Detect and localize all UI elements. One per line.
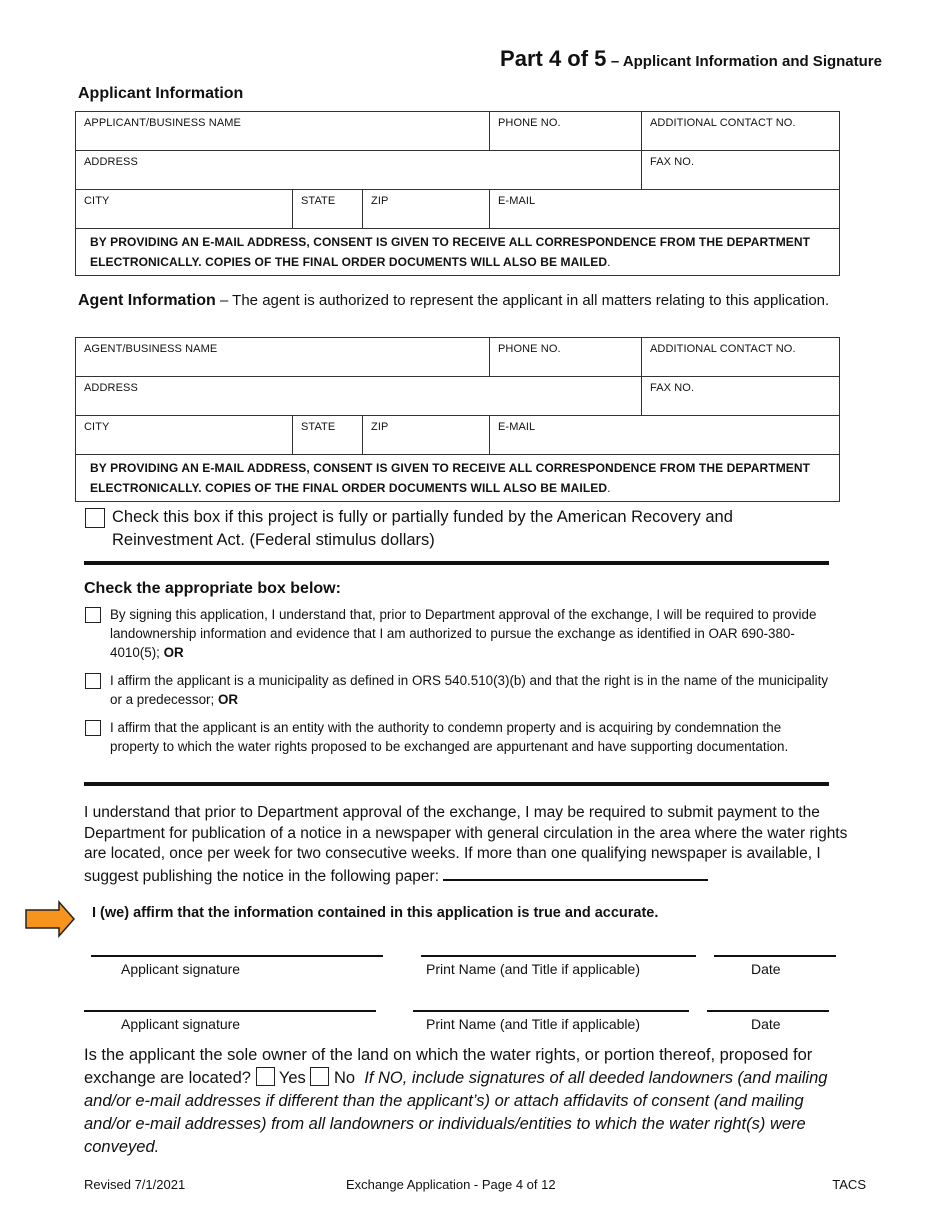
applicant-zip-label: ZIP: [371, 195, 389, 207]
option-landownership: [110, 605, 830, 662]
agent-state-label: STATE: [301, 421, 336, 433]
agent-additional-contact-field[interactable]: [642, 338, 840, 377]
date-line[interactable]: [714, 955, 836, 957]
option-municipality-or: OR: [217, 692, 239, 707]
applicant-heading: Applicant Information: [78, 85, 244, 102]
agent-city-label: CITY: [84, 421, 110, 433]
applicant-name-label: APPLICANT/BUSINESS NAME: [84, 117, 241, 129]
agent-zip-field[interactable]: [363, 416, 490, 455]
agent-additional-contact-label: ADDITIONAL CONTACT NO.: [650, 343, 796, 355]
agent-phone-label: PHONE NO.: [498, 343, 561, 355]
applicant-consent-line2: ELECTRONICALLY. COPIES OF THE FINAL ORDER DOCUMENTS WILL ALSO BE MAILED: [90, 255, 608, 269]
arrow-shape: [26, 902, 74, 936]
footer-revised: Revised 7/1/2021: [84, 1177, 186, 1192]
ownership-yes-label: Yes: [278, 1069, 306, 1087]
ownership-question-text: Is the applicant the sole owner of the land on which the water rights, or portion thereof, proposed for exchange are located?: [84, 1046, 813, 1087]
agent-email-consent: [76, 455, 840, 502]
agent-phone-field[interactable]: [490, 338, 642, 377]
ownership-yes-checkbox[interactable]: [256, 1067, 275, 1086]
print-name-label: Print Name (and Title if applicable): [426, 1016, 640, 1032]
option-condemnation-text: I affirm that the applicant is an entity with the authority to condemn property and is acquiring by condemnation the property to which the water rights proposed to be exchanged are appurtenant and have supporting documentation.: [110, 720, 789, 754]
option-condemnation: [110, 718, 830, 756]
date-label: Date: [751, 1016, 781, 1032]
applicant-signature-label: Applicant signature: [121, 961, 241, 977]
agent-zip-label: ZIP: [371, 421, 389, 433]
applicant-signature-line[interactable]: [84, 1010, 376, 1012]
applicant-signature-label: Applicant signature: [121, 1016, 241, 1032]
print-name-label: Print Name (and Title if applicable): [426, 961, 640, 977]
applicant-phone-label: PHONE NO.: [498, 117, 561, 129]
agent-city-field[interactable]: [76, 416, 293, 455]
applicant-additional-contact-label: ADDITIONAL CONTACT NO.: [650, 117, 796, 129]
affirmation-statement: I (we) affirm that the information contained in this application is true and accurate.: [92, 905, 659, 921]
ownership-no-checkbox[interactable]: [310, 1067, 329, 1086]
ownership-instruction: If NO, include signatures of all deeded landowners (and mailing and/or e-mail addresses if different than the applicant’s) or attach affidavits of consent (and mailing and/or e-mail addresses) from all landowners or individuals/entities to which the water right(s) were conveyed.: [84, 1069, 828, 1156]
applicant-city-label: CITY: [84, 195, 110, 207]
agent-intro: [78, 290, 838, 312]
part-title: [500, 46, 882, 72]
option-checkbox-condemnation[interactable]: [85, 720, 101, 736]
applicant-fax-label: FAX NO.: [650, 156, 695, 168]
arrow-right-icon: [24, 900, 76, 938]
applicant-consent-period: .: [607, 255, 611, 269]
option-checkbox-municipality[interactable]: [85, 673, 101, 689]
agent-consent-line1: BY PROVIDING AN E-MAIL ADDRESS, CONSENT IS GIVEN TO RECEIVE ALL CORRESPONDENCE FROM THE DEPARTMENT: [90, 461, 811, 475]
footer-page-number: Exchange Application - Page 4 of 12: [346, 1177, 556, 1192]
option-landownership-or: OR: [163, 645, 184, 660]
agent-address-field[interactable]: [76, 377, 642, 416]
footer-code: TACS: [832, 1177, 866, 1192]
date-line[interactable]: [707, 1010, 829, 1012]
option-landownership-text: By signing this application, I understand that, prior to Department approval of the exchange, I will be required to provide landownership information and evidence that I am authorized to pursue the exchange as identified in OAR 690-380-4010(5);: [110, 607, 817, 660]
section-divider: [84, 782, 829, 786]
print-name-line[interactable]: [421, 955, 696, 957]
agent-fax-label: FAX NO.: [650, 382, 695, 394]
applicant-signature-line[interactable]: [91, 955, 383, 957]
applicant-table: [75, 111, 840, 276]
applicant-fax-field[interactable]: [642, 151, 840, 190]
part-label: Part 4 of 5: [500, 46, 607, 71]
applicant-email-consent: [76, 229, 840, 276]
arra-label: Check this box if this project is fully or partially funded by the American Recovery and Reinvestment Act. (Federal stimulus dollars): [112, 508, 733, 549]
agent-consent-period: .: [607, 481, 611, 495]
applicant-state-field[interactable]: [293, 190, 363, 229]
options-heading: Check the appropriate box below:: [84, 580, 341, 597]
agent-fax-field[interactable]: [642, 377, 840, 416]
agent-address-label: ADDRESS: [84, 382, 138, 394]
applicant-address-field[interactable]: [76, 151, 642, 190]
agent-name-field[interactable]: [76, 338, 490, 377]
agent-consent-line2: ELECTRONICALLY. COPIES OF THE FINAL ORDER DOCUMENTS WILL ALSO BE MAILED: [90, 481, 608, 495]
agent-description: – The agent is authorized to represent the applicant in all matters relating to this application.: [219, 292, 830, 309]
newspaper-paragraph: [84, 803, 854, 887]
applicant-email-field[interactable]: [490, 190, 840, 229]
agent-name-label: AGENT/BUSINESS NAME: [84, 343, 218, 355]
agent-table: [75, 337, 840, 502]
option-municipality: [110, 671, 830, 709]
section-divider: [84, 561, 829, 565]
agent-email-field[interactable]: [490, 416, 840, 455]
applicant-email-label: E-MAIL: [498, 195, 536, 207]
option-municipality-text: I affirm the applicant is a municipality as defined in ORS 540.510(3)(b) and that the right is in the name of the municipality or a predecessor;: [110, 673, 829, 707]
agent-state-field[interactable]: [293, 416, 363, 455]
arra-checkbox[interactable]: [85, 508, 105, 528]
applicant-consent-line1: BY PROVIDING AN E-MAIL ADDRESS, CONSENT IS GIVEN TO RECEIVE ALL CORRESPONDENCE FROM THE DEPARTMENT: [90, 235, 811, 249]
applicant-phone-field[interactable]: [490, 112, 642, 151]
applicant-additional-contact-field[interactable]: [642, 112, 840, 151]
newspaper-text: I understand that prior to Department approval of the exchange, I may be required to submit payment to the Department for publication of a notice in a newspaper with general circulation in the area where the water rights are located, once per week for two consecutive weeks. If more than one qualifying newspaper is available, I suggest publishing the notice in the following paper:: [84, 804, 848, 885]
agent-email-label: E-MAIL: [498, 421, 536, 433]
applicant-address-label: ADDRESS: [84, 156, 138, 168]
applicant-zip-field[interactable]: [363, 190, 490, 229]
part-subtitle: – Applicant Information and Signature: [610, 53, 882, 70]
option-checkbox-landownership[interactable]: [85, 607, 101, 623]
applicant-city-field[interactable]: [76, 190, 293, 229]
ownership-question: [84, 1044, 854, 1159]
newspaper-input[interactable]: [443, 865, 708, 881]
applicant-name-field[interactable]: [76, 112, 490, 151]
print-name-line[interactable]: [413, 1010, 689, 1012]
applicant-state-label: STATE: [301, 195, 336, 207]
ownership-no-label: No: [333, 1069, 356, 1087]
date-label: Date: [751, 961, 781, 977]
agent-heading: Agent Information: [78, 292, 216, 309]
